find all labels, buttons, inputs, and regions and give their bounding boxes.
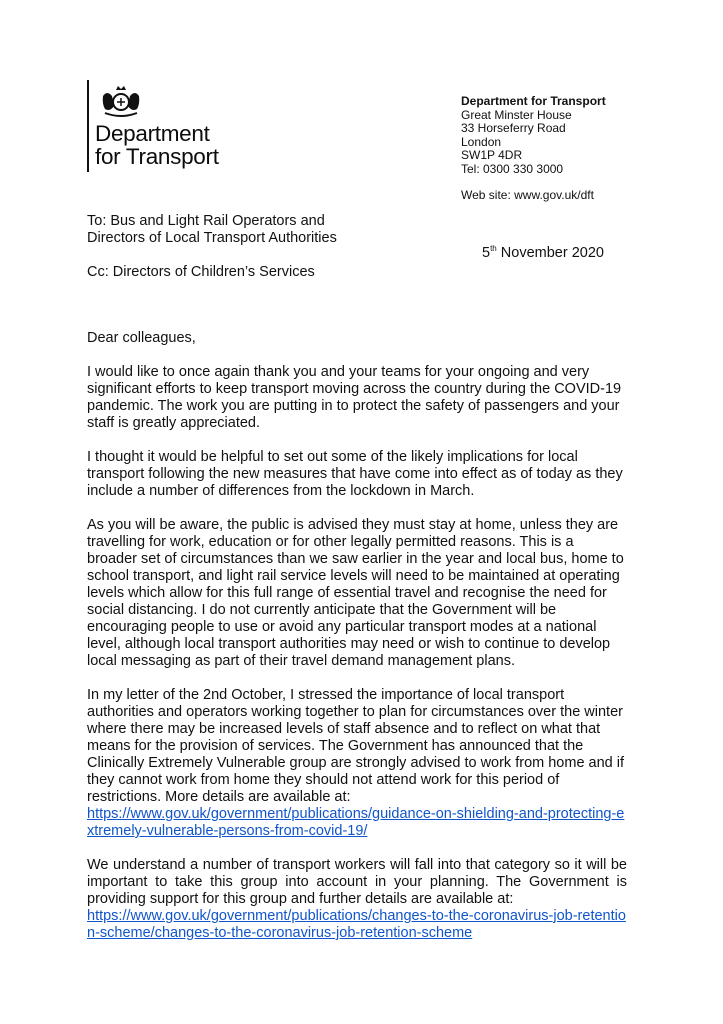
paragraph-text: We understand a number of transport workers will fall into that category so it will be important to take this group into account in your planning. The Government is providing support for this group and further details are available at:: [87, 857, 627, 907]
sender-organisation: Department for Transport: [461, 94, 606, 108]
paragraph: As you will be aware, the public is advised they must stay at home, unless they are travelling for work, education or for other legally permitted reasons. This is a broader set of circumstances than we saw earlier in the year and local bus, home to school transport, and light rail service levels will need to be maintained at operating levels which allow for this full range of essential travel and recognise the need for social distancing. I do not currently anticipate that the Government will be encouraging people to use or avoid any particular transport modes at a national level, although local transport authorities may need or wish to continue to develop local messaging as part of their travel demand management plans.: [87, 517, 624, 669]
salutation: Dear colleagues,: [87, 330, 196, 346]
to-line-2: Directors of Local Transport Authorities: [87, 230, 337, 246]
address-line: SW1P 4DR: [461, 148, 523, 162]
department-logo: [87, 80, 219, 172]
address-website: Web site: www.gov.uk/dft: [461, 188, 594, 202]
cc-line: Cc: Directors of Children’s Services: [87, 264, 315, 280]
address-telephone: Tel: 0300 330 3000: [461, 161, 564, 176]
paragraph-text: In my letter of the 2nd October, I stressed the importance of local transport authorities and operators working together to plan for circumstances over the winter where there may be increased levels of staff absence and to reflect on what that means for the provision of services. The Government has announced that the Clinically Extremely Vulnerable group are strongly advised to work from home and if they cannot work from home they should not attend work for this period of restrictions. More details are available at:: [87, 687, 625, 805]
royal-coat-of-arms-icon: [99, 82, 143, 118]
paragraph: I thought it would be helpful to set out some of the likely implications for local transport following the new measures that have come into effect as of today as they include a number of differences from the lockdown in March.: [87, 449, 623, 499]
address-line: London: [461, 134, 502, 149]
logo-line-2: for Transport: [95, 144, 219, 169]
date-suffix: th: [490, 244, 497, 253]
letter-date: [482, 245, 604, 262]
paragraph: I would like to once again thank you and your teams for your ongoing and very significant efforts to keep transport moving across the country during the COVID-19 pandemic. The work you are putting in to protect the safety of passengers and your staff is greatly appreciated.: [87, 364, 622, 431]
paragraph-with-link: [87, 857, 627, 942]
date-day: 5: [482, 245, 491, 261]
letter-body: [87, 330, 627, 959]
logo-line-1: Department: [95, 121, 210, 146]
address-line: 33 Horseferry Road: [461, 121, 566, 135]
to-line-1: To: Bus and Light Rail Operators and: [87, 213, 325, 229]
shielding-guidance-link[interactable]: https://www.gov.uk/government/publications/guidance-on-shielding-and-protecting-extremely-vulnerable-persons-from-covid-19/: [87, 806, 625, 839]
recipients-block: [87, 213, 337, 247]
paragraph-with-link: [87, 687, 627, 840]
sender-address: [461, 95, 606, 203]
address-line: Great Minster House: [461, 107, 572, 122]
job-retention-scheme-link[interactable]: https://www.gov.uk/government/publications/changes-to-the-coronavirus-job-retention-scheme/changes-to-the-coronavirus-job-retention-scheme: [87, 908, 626, 941]
date-rest: November 2020: [496, 245, 604, 261]
